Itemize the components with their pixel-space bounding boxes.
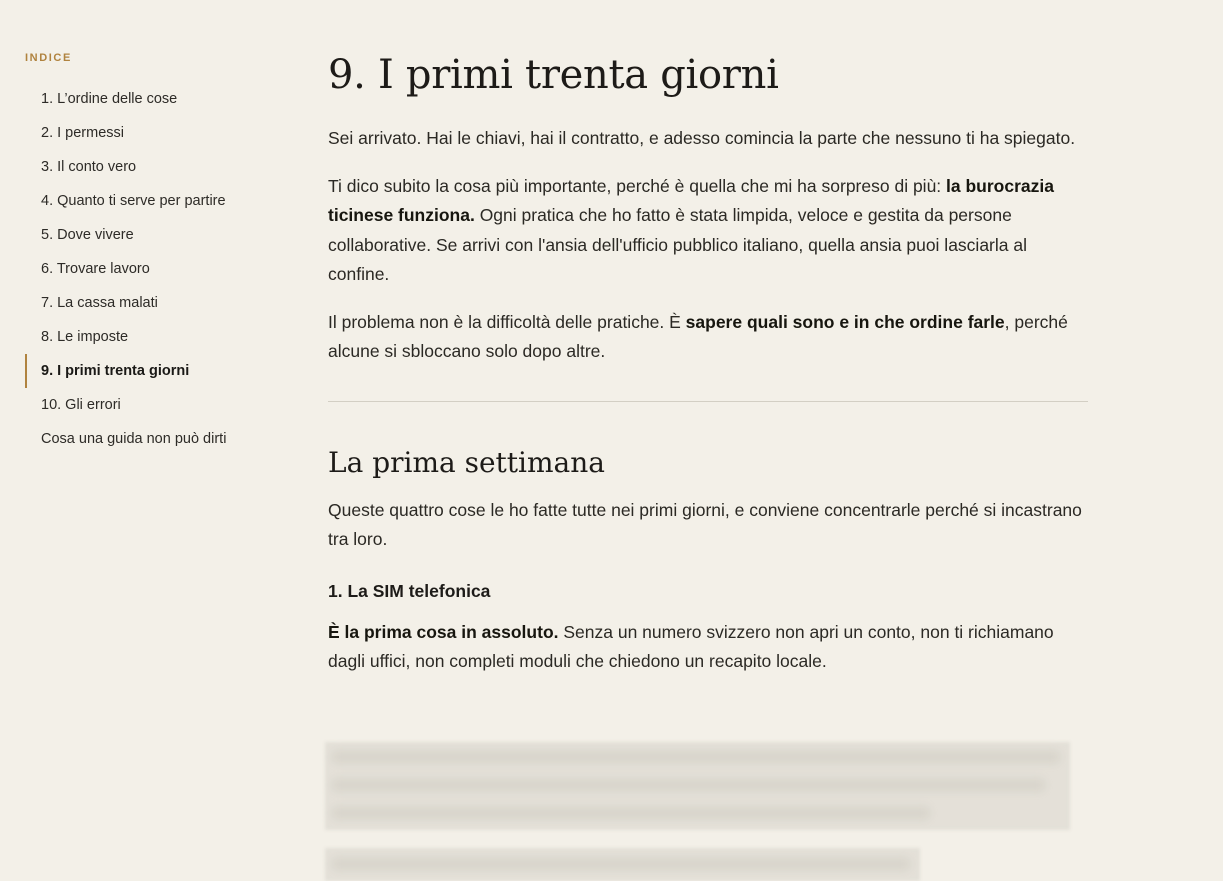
paragraph-text: , perché alcune si sbloccano solo dopo altre. [328,311,1068,361]
paragraph-text: Senza un numero svizzero non apri un conto, non ti richiamano dagli uffici, non completi moduli che chiedono un recapito locale. [328,621,1054,671]
paragraph-problema [328,308,1088,367]
section-title: La prima settimana [328,445,605,479]
toc-item-conto[interactable]: 3. Il conto vero [41,159,137,175]
toc-item-cassa-malati[interactable]: 7. La cassa malati [41,295,158,311]
toc-item-lavoro[interactable]: 6. Trovare lavoro [41,261,150,277]
blurred-content-block [325,848,920,881]
toc-item-ordine[interactable]: 1. L’ordine delle cose [41,91,178,107]
subsection-title: 1. La SIM telefonica [328,580,491,601]
paragraph-text: Ogni pratica che ho fatto è stata limpida, veloce e gestita da persone collaborative. Se arrivi con l'ansia dell'ufficio pubblico italiano, quella ansia puoi lasciarla al confine. [328,205,1027,284]
subsection-paragraph [328,618,1088,677]
blurred-content-block [325,742,1070,830]
paragraph-bold: È la prima cosa in assoluto. [328,621,559,642]
section-divider [328,401,1088,402]
toc-item-errori[interactable]: 10. Gli errori [41,397,121,413]
paragraph-text: Il problema non è la difficoltà delle pratiche. È [328,311,686,332]
toc-item-primi-trenta-giorni[interactable]: 9. I primi trenta giorni [25,354,285,388]
blurred-line [331,857,911,871]
toc-item-imposte[interactable]: 8. Le imposte [41,329,129,345]
toc-title: INDICE [25,52,72,64]
toc-item-quanto[interactable]: 4. Quanto ti serve per partire [41,193,226,209]
toc-item-permessi[interactable]: 2. I permessi [41,125,124,141]
blurred-line [331,806,931,820]
paragraph-intro: Sei arrivato. Hai le chiavi, hai il contratto, e adesso comincia la parte che nessuno ti ha spiegato. [328,128,1076,148]
toc-item-dove-vivere[interactable]: 5. Dove vivere [41,227,134,243]
toc-list [25,82,285,456]
toc-item-cosa-guida[interactable]: Cosa una guida non può dirti [41,431,227,447]
paragraph-text: Ti dico subito la cosa più importante, perché è quella che mi ha sorpreso di più: [328,175,947,196]
page-title: 9. I primi trenta giorni [328,52,779,98]
section-intro: Queste quattro cose le ho fatte tutte nei primi giorni, e conviene concentrarle perché si incastrano tra loro. [328,499,1082,549]
blurred-line [331,750,1061,764]
paragraph-bold: sapere quali sono e in che ordine farle [685,311,1005,332]
article [328,52,1088,695]
blurred-line [331,778,1046,792]
paragraph-bold: la burocrazia ticinese funziona. [328,175,1054,225]
paragraph-burocrazia [328,172,1088,290]
table-of-contents [25,52,285,456]
